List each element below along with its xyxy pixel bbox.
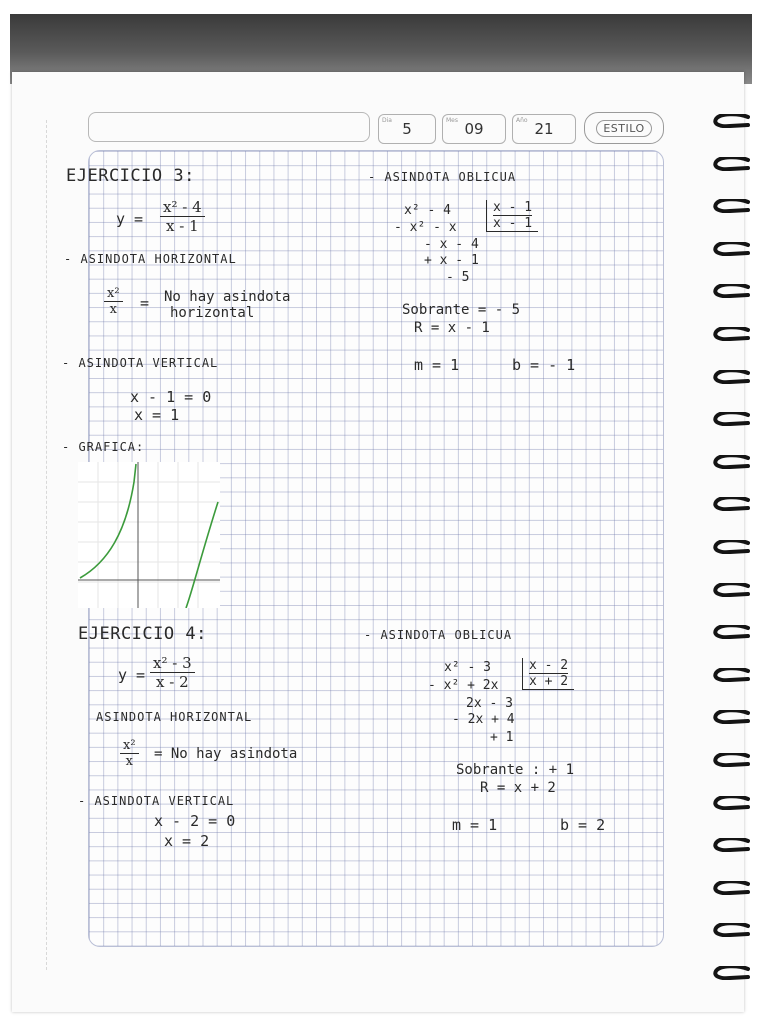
exercise3-oblique-division xyxy=(486,200,538,232)
exercise4-horizontal-num: x² xyxy=(120,738,139,754)
spiral-ring xyxy=(712,667,750,681)
exercise4-oblique-step2: 2x - 3 xyxy=(466,696,513,711)
exercise3-horizontal-heading: - ASINDOTA HORIZONTAL xyxy=(64,252,237,266)
graph-curve-left xyxy=(80,464,136,578)
exercise4-function-lhs: y = xyxy=(118,666,146,684)
exercise4-function-denominator: x - 2 xyxy=(156,673,189,691)
exercise4-oblique-step1: - x² + 2x xyxy=(428,678,499,693)
spiral-ring xyxy=(712,283,750,297)
exercise3-oblique-step1: - x² - x xyxy=(394,220,457,235)
exercise4-oblique-step4: + 1 xyxy=(490,730,514,745)
exercise3-oblique-step2: - x - 4 xyxy=(424,237,479,252)
spiral-ring xyxy=(712,752,750,766)
exercise3-oblique-b: b = - 1 xyxy=(512,356,576,374)
exercise4-horizontal-text: = No hay asindota xyxy=(154,746,298,762)
exercise4-vertical-line1: x - 2 = 0 xyxy=(154,812,236,830)
exercise3-oblique-remainder: Sobrante = - 5 xyxy=(402,302,521,318)
exercise4-horizontal-heading: ASINDOTA HORIZONTAL xyxy=(96,710,253,724)
spiral-ring xyxy=(712,326,750,340)
exercise4-oblique-dividend: x² - 3 xyxy=(444,660,491,675)
date-day-box xyxy=(378,114,436,144)
exercise4-oblique-remainder: Sobrante : + 1 xyxy=(456,762,575,778)
exercise3-horizontal-fraction xyxy=(104,286,123,317)
spiral-ring xyxy=(712,369,750,383)
exercise4-vertical-heading: - ASINDOTA VERTICAL xyxy=(78,794,235,808)
spiral-ring xyxy=(712,241,750,255)
exercise3-horizontal-eq: = xyxy=(140,294,150,312)
spiral-ring xyxy=(712,156,750,170)
exercise3-function-lhs: y = xyxy=(116,210,144,228)
spiral-ring xyxy=(712,496,750,510)
exercise3-horizontal-text1: No hay asindota xyxy=(164,289,291,305)
brand-logo xyxy=(584,112,664,144)
spiral-ring xyxy=(712,582,750,596)
exercise4-oblique-divisor: x - 2 xyxy=(529,658,569,673)
exercise3-oblique-quotient: x - 1 xyxy=(493,216,533,231)
page-margin-line xyxy=(46,120,48,970)
spiral-ring xyxy=(712,922,750,936)
date-year-box xyxy=(512,114,576,144)
spiral-ring xyxy=(712,965,750,979)
exercise3-function-fraction xyxy=(160,198,205,235)
date-month-box xyxy=(442,114,506,144)
exercise3-vertical-line1: x - 1 = 0 xyxy=(130,388,212,406)
exercise3-title: EJERCICIO 3: xyxy=(66,166,195,186)
exercise3-graph-svg xyxy=(78,462,220,608)
header-title-strip xyxy=(88,112,370,142)
exercise4-vertical-line2: x = 2 xyxy=(164,832,210,850)
spiral-ring xyxy=(712,880,750,894)
exercise4-function-numerator: x² - 3 xyxy=(150,654,195,673)
date-year-label: Año xyxy=(516,117,528,124)
spiral-ring xyxy=(712,795,750,809)
spiral-ring xyxy=(712,539,750,553)
spiral-ring xyxy=(712,198,750,212)
date-month: 09 xyxy=(464,120,484,138)
exercise3-graph xyxy=(78,462,220,608)
spiral-ring xyxy=(712,709,750,723)
exercise3-oblique-m: m = 1 xyxy=(414,356,460,374)
exercise3-vertical-line2: x = 1 xyxy=(134,406,180,424)
exercise3-function-numerator: x² - 4 xyxy=(160,198,205,217)
exercise3-oblique-step3: + x - 1 xyxy=(424,253,479,268)
exercise3-function-denominator: x - 1 xyxy=(166,217,199,235)
exercise4-horizontal-fraction xyxy=(120,738,139,769)
date-year: 21 xyxy=(534,120,554,138)
spiral-ring xyxy=(712,454,750,468)
exercise4-oblique-step3: - 2x + 4 xyxy=(452,712,515,727)
exercise4-oblique-b: b = 2 xyxy=(560,816,606,834)
brand-text: ESTILO xyxy=(596,120,651,137)
spiral-ring xyxy=(712,837,750,851)
exercise3-oblique-step4: - 5 xyxy=(446,270,470,285)
date-day: 5 xyxy=(402,120,412,138)
exercise3-horizontal-den: x xyxy=(109,302,117,317)
exercise4-oblique-r: R = x + 2 xyxy=(480,780,556,796)
date-month-label: Mes xyxy=(446,117,458,124)
exercise3-horizontal-num: x² xyxy=(104,286,123,302)
date-day-label: Dia xyxy=(382,117,392,124)
exercise3-oblique-r: R = x - 1 xyxy=(414,320,490,336)
exercise3-oblique-divisor: x - 1 xyxy=(493,200,533,215)
exercise3-horizontal-text2: horizontal xyxy=(170,305,255,321)
exercise3-graph-heading: - GRAFICA: xyxy=(62,440,145,454)
exercise3-oblique-heading: - ASINDOTA OBLICUA xyxy=(368,170,517,184)
exercise4-function-fraction xyxy=(150,654,195,691)
graph-curve-right xyxy=(186,502,218,608)
exercise4-oblique-quotient: x + 2 xyxy=(529,674,569,689)
exercise4-title: EJERCICIO 4: xyxy=(78,624,207,644)
exercise3-vertical-heading: - ASINDOTA VERTICAL xyxy=(62,356,219,370)
spiral-ring xyxy=(712,411,750,425)
exercise4-horizontal-den: x xyxy=(125,754,133,769)
exercise4-oblique-heading: - ASINDOTA OBLICUA xyxy=(364,628,513,642)
graph-gridlines xyxy=(78,462,220,608)
exercise4-oblique-m: m = 1 xyxy=(452,816,498,834)
exercise4-oblique-division xyxy=(522,658,574,690)
exercise3-oblique-dividend: x² - 4 xyxy=(404,203,451,218)
spiral-ring xyxy=(712,113,750,127)
spiral-ring xyxy=(712,624,750,638)
